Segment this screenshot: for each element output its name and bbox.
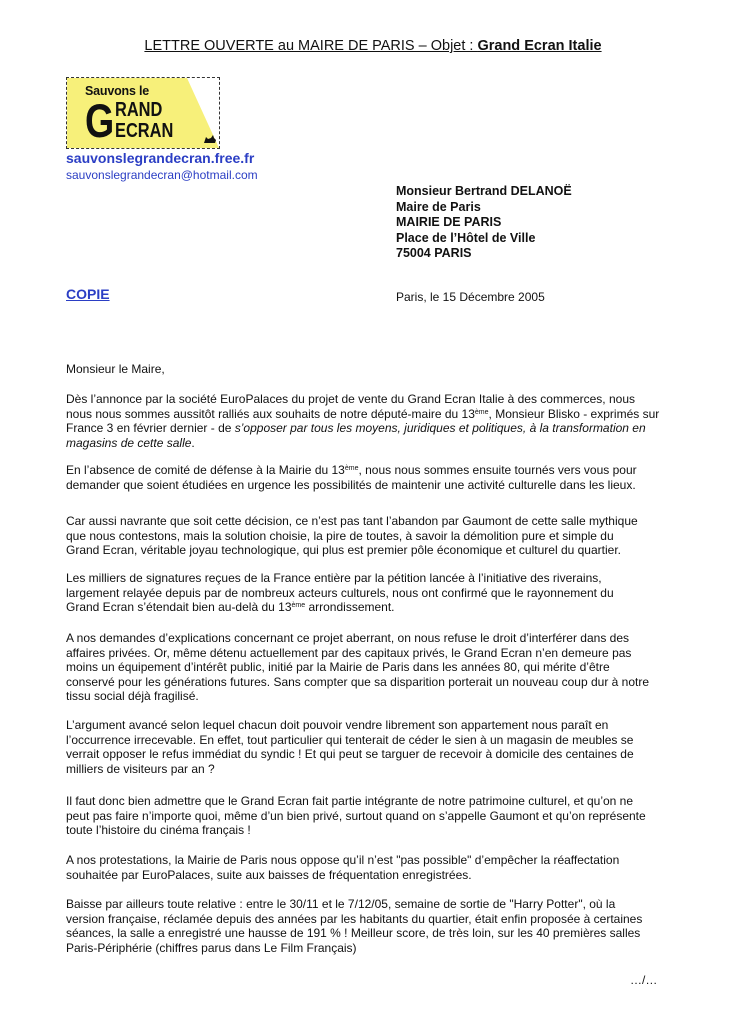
line-text: Grand Ecran, véritable joyau technologique, qui plus est premier pôle économique et culturel du quartier. [66,543,621,558]
paragraph-line [66,514,678,529]
paragraph-line [66,853,678,868]
title-subject: Grand Ecran Italie [477,38,602,54]
paragraph-line [66,926,678,941]
paragraph [66,853,678,882]
recipient-line: 75004 PARIS [396,246,472,260]
line-text: L’argument avancé selon lequel chacun doit pouvoir vendre librement son appartement nous paraît en [66,718,609,732]
italic-text: s’opposer par tous les moyens, juridiques et politiques, à la transformation en [234,421,646,436]
paragraph-line [66,600,678,615]
paragraph-line [66,809,678,824]
line-text: largement relayée depuis par de nombreux acteurs culturels, nous ont confirmé que le rayonnement du [66,585,614,600]
paragraph-line [66,660,678,675]
line-text: séances, la salle a enregistré une hausse de 191 % ! Meilleur score, de très loin, sur les 40 premières salles [66,926,641,941]
paragraph-line [66,392,678,407]
paragraph-line [66,463,678,478]
line-text: nous nous sommes aussitôt ralliés aux souhaits de notre député-maire du 13 [66,406,475,421]
line-text: arrondissement. [305,600,395,615]
logo-line-3: ECRAN [115,120,174,142]
paragraph [66,514,678,558]
line-text: souhaitée par EuroPalaces, suite aux baisses de fréquentation enregistrées. [66,867,472,882]
website-link[interactable]: sauvonslegrandecran.free.fr [66,150,255,166]
copy-label: COPIE [66,286,110,302]
line-text: France 3 en février dernier - de [66,421,235,436]
line-text: , nous nous sommes ensuite tournés vers vous pour [358,463,637,477]
recipient-line: MAIRIE DE PARIS [396,215,502,229]
line-text: Baisse par ailleurs toute relative : entre le 30/11 et le 7/12/05, semaine de sortie de "Harry Potter", où la [66,897,616,911]
paragraph-line [66,407,678,422]
line-text: . [191,435,195,450]
paragraph-line [66,478,678,493]
line-text: Les milliers de signatures reçues de la France entière par la pétition lancée à l’initiative des riverains, [66,571,602,585]
recipient-line: Place de l’Hôtel de Ville [396,230,536,245]
ordinal-superscript: ème [344,465,359,472]
paragraph-line [66,941,678,956]
paragraph-line [66,733,678,748]
line-text: , Monsieur Blisko - exprimés sur [488,406,660,421]
recipient-line: Monsieur Bertrand DELANOË [396,184,572,198]
recipient-line: Maire de Paris [396,199,481,214]
line-text: conservé pour les générations futures. Sans compter que sa disparition porterait un nouveau coup dur à notre [66,674,650,689]
paragraph [66,631,678,704]
paragraph-line [66,794,678,809]
line-text: moins un équipement d’intérêt public, initié par la Mairie de Paris dans les années 80, qui mérite d’être [66,660,610,675]
line-text: tissu social déjà fragilisé. [66,689,199,704]
line-text: milliers de visiteurs par an ? [66,761,215,776]
paragraph-line [66,436,678,451]
email-link[interactable]: sauvonslegrandecran@hotmail.com [66,168,258,182]
paragraph-line [66,675,678,690]
paragraph-line [66,421,678,436]
paragraph-line [66,747,678,762]
line-text: affaires privées. Or, même détenu actuellement par des capitaux privés, le Grand Ecran n’en demeure pas [66,645,632,660]
line-text: demander que soient étudiées en urgence les possibilités de maintenir une activité culturelle dans les lieux. [66,477,636,492]
paragraph-line [66,631,678,646]
line-text: que nous contestons, mais la solution choisie, la pire de toutes, à savoir la démolition pure et simple du [66,528,614,543]
paragraph [66,897,678,955]
line-text: toute l’histoire du cinéma français ! [66,823,251,838]
paragraph-line [66,529,678,544]
paragraph-line [66,912,678,927]
paragraph-line [66,718,678,733]
paragraph-line [66,823,678,838]
line-text: Car aussi navrante que soit cette décision, ce n’est pas tant l’abandon par Gaumont de cette salle mythique [66,514,638,528]
paragraph-line [66,571,678,586]
line-text: En l’absence de comité de défense à la Mairie du 13 [66,463,345,477]
paragraph-line [66,868,678,883]
continuation-mark: …/… [630,973,658,987]
line-text: Grand Ecran s’étendait bien au-delà du 13 [66,600,292,615]
line-text: peut pas faire n’importe quoi, même d’un bien privé, surtout quand on s’appelle Gaumont et qu’on représente [66,808,646,823]
title-prefix: LETTRE OUVERTE au MAIRE DE PARIS – Objet : [144,38,478,54]
paragraph-line [66,586,678,601]
logo-big-letter: G [85,94,115,147]
italic-text: magasins de cette salle [66,435,192,450]
paragraph [66,571,678,615]
date-line: Paris, le 15 Décembre 2005 [396,290,545,304]
paragraph-line [66,689,678,704]
paragraph-line [66,646,678,661]
ordinal-superscript: ème [474,408,489,416]
paragraph [66,392,678,450]
paragraph [66,463,678,492]
recipient-address [396,184,572,262]
paragraph-line [66,897,678,912]
ordinal-superscript: ème [291,602,306,610]
line-text: Paris-Périphérie (chiffres parus dans Le Film Français) [66,940,357,955]
paragraph [66,718,678,776]
line-text: A nos protestations, la Mairie de Paris nous oppose qu’il n’est "pas possible" d’empêcher la réaffectation [66,853,620,867]
salutation: Monsieur le Maire, [66,362,165,376]
line-text: version française, réclamée depuis des années par les habitants du quartier, était enfin proposée à certaines [66,911,643,926]
paragraph-line [66,762,678,777]
paragraph-line [66,543,678,558]
line-text: Il faut donc bien admettre que le Grand Ecran fait partie intégrante de notre patrimoine culturel, et qu’on ne [66,794,634,808]
logo-sauvons-le-grand-ecran [66,77,220,149]
line-text: Dès l’annonce par la société EuroPalaces du projet de vente du Grand Ecran Italie à des commerces, nous [66,392,635,406]
logo-line-2: RAND [115,99,163,121]
logo-line-1: Sauvons le [85,84,149,98]
line-text: verrait opposer le refus immédiat du syndic ! Et qui peut se targuer de recevoir à domicile des centaines de [66,747,634,762]
letter-title [0,38,746,54]
line-text: A nos demandes d’explications concernant ce projet aberrant, on nous refuse le droit d’interférer dans des [66,631,630,645]
paragraph [66,794,678,838]
cat-icon [203,134,217,144]
line-text: l’occurrence irrecevable. En effet, tout particulier qui tenterait de céder le sien à un magasin de meubles se [66,732,634,747]
